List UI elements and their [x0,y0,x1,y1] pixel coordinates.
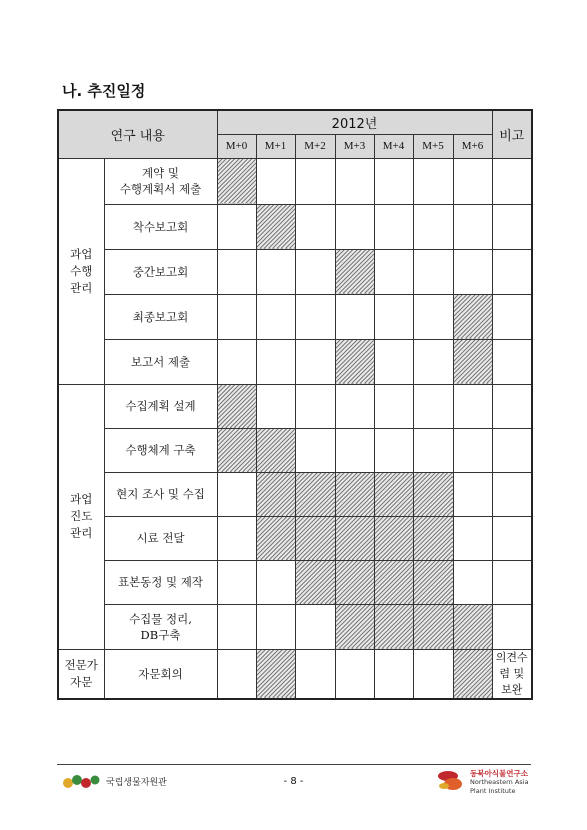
month-header: M+1 [256,134,295,158]
schedule-cell [413,249,453,294]
schedule-cell [256,158,295,204]
schedule-cell [217,339,256,384]
month-header: M+3 [335,134,374,158]
schedule-cell [256,339,295,384]
schedule-cell-active [453,649,492,699]
note-cell [492,339,532,384]
schedule-cell [335,428,374,472]
schedule-cell-active [335,249,374,294]
schedule-cell [413,204,453,249]
task-name-line: 최종보고회 [132,309,189,324]
schedule-cell-active [413,472,453,516]
note-cell [492,158,532,204]
schedule-cell [295,384,335,428]
category-label-line: 자문 [70,674,93,689]
task-name [104,339,217,384]
footer-divider [57,764,531,765]
schedule-cell [256,560,295,604]
note-line: 렴 및 [499,666,525,680]
schedule-row [58,560,532,604]
task-name [104,294,217,339]
month-header: M+2 [295,134,335,158]
task-name-line: 착수보고회 [132,219,189,234]
institute-name-en-2: Plant Institute [470,786,516,795]
schedule-cell [295,158,335,204]
task-name-line: 표본동정 및 제작 [117,575,204,589]
task-name-line: 자문회의 [138,666,183,681]
schedule-table [57,109,533,700]
schedule-cell-active [374,604,413,649]
schedule-cell-active [335,516,374,560]
schedule-cell [453,249,492,294]
category-label-line: 과업 [70,246,93,261]
schedule-row [58,604,532,649]
schedule-cell [335,158,374,204]
schedule-cell [295,249,335,294]
schedule-row [58,472,532,516]
schedule-cell-active [256,516,295,560]
schedule-cell [217,604,256,649]
note-line: 보완 [501,682,523,696]
note-cell [492,249,532,294]
header-note: 비고 [492,110,532,158]
schedule-cell-active [256,649,295,699]
schedule-cell-active [217,158,256,204]
task-name-line: 현지 조사 및 수집 [116,487,205,501]
schedule-cell-active [217,384,256,428]
schedule-cell-active [374,472,413,516]
note-cell [492,516,532,560]
schedule-cell-active [453,604,492,649]
category-label-line: 관리 [70,280,93,295]
month-header: M+0 [217,134,256,158]
schedule-row [58,384,532,428]
schedule-cell-active [335,604,374,649]
schedule-cell [256,604,295,649]
schedule-cell [453,204,492,249]
schedule-cell [295,294,335,339]
schedule-row [58,428,532,472]
schedule-cell [453,472,492,516]
schedule-cell [413,158,453,204]
category-label [58,384,104,649]
schedule-cell [374,294,413,339]
schedule-row [58,249,532,294]
note-cell [492,604,532,649]
schedule-cell [374,384,413,428]
schedule-cell [374,204,413,249]
month-header: M+4 [374,134,413,158]
schedule-cell [374,649,413,699]
task-name-line: 수행계획서 제출 [119,182,202,196]
header-content: 연구 내용 [58,110,217,158]
schedule-cell-active [295,516,335,560]
schedule-cell-active [256,428,295,472]
schedule-cell [453,560,492,604]
schedule-cell [217,649,256,699]
task-name-line: 계약 및 [142,166,179,180]
schedule-cell-active [335,472,374,516]
category-label-line: 전문가 [64,657,98,672]
task-name [104,604,217,649]
schedule-cell-active [295,472,335,516]
category-label [58,158,104,384]
category-label-line: 진도 [70,509,93,523]
schedule-cell [295,339,335,384]
schedule-cell [217,516,256,560]
task-name-line: DB구축 [140,627,181,642]
month-header: M+5 [413,134,453,158]
schedule-cell [413,428,453,472]
institute-logo-icon [436,768,466,796]
schedule-cell-active [256,472,295,516]
schedule-cell [295,604,335,649]
schedule-cell [374,339,413,384]
schedule-cell [413,649,453,699]
header-year: 2012년 [217,110,492,134]
task-name [104,560,217,604]
section-title: 나. 추진일정 [62,82,146,100]
schedule-cell [335,384,374,428]
schedule-cell [413,339,453,384]
schedule-cell [374,158,413,204]
schedule-cell [217,249,256,294]
task-name [104,249,217,294]
task-name [104,472,217,516]
note-cell [492,649,532,699]
schedule-cell [256,249,295,294]
schedule-row [58,294,532,339]
note-cell [492,560,532,604]
schedule-cell-active [453,339,492,384]
category-label [58,649,104,699]
task-name [104,428,217,472]
note-cell [492,428,532,472]
schedule-cell-active [374,560,413,604]
schedule-cell [453,158,492,204]
institute-name-en-1: Northeastern Asia [470,777,529,786]
schedule-cell-active [335,339,374,384]
category-label-line: 관리 [70,526,93,540]
schedule-cell [335,294,374,339]
schedule-cell [217,294,256,339]
schedule-cell-active [413,516,453,560]
schedule-row [58,158,532,204]
schedule-row [58,339,532,384]
footer-right [436,768,528,796]
page-number: - 8 - [283,776,304,787]
task-name-line: 수행체계 구축 [125,443,196,457]
schedule-cell-active [295,560,335,604]
task-name [104,384,217,428]
schedule-cell [453,428,492,472]
schedule-cell [335,204,374,249]
schedule-cell-active [413,560,453,604]
schedule-cell [374,428,413,472]
institute-name-kr: 동북아식물연구소 [470,768,528,778]
schedule-cell [295,428,335,472]
task-name [104,204,217,249]
schedule-cell-active [453,294,492,339]
schedule-cell-active [256,204,295,249]
schedule-cell-active [217,428,256,472]
schedule-cell [453,516,492,560]
task-name-line: 시료 전달 [136,531,185,545]
task-name-line: 수집계획 설계 [125,399,196,413]
org-name: 국립생물자원관 [106,777,167,788]
category-label-line: 과업 [70,492,93,506]
schedule-cell [217,472,256,516]
schedule-cell [217,204,256,249]
schedule-cell [413,294,453,339]
schedule-cell [256,294,295,339]
schedule-cell-active [374,516,413,560]
schedule-body [58,158,532,699]
schedule-cell [413,384,453,428]
note-line: 의견수 [495,650,528,664]
note-cell [492,294,532,339]
schedule-row [58,649,532,699]
schedule-cell [256,384,295,428]
schedule-row [58,516,532,560]
category-label-line: 수행 [70,263,93,278]
note-cell [492,472,532,516]
month-header: M+6 [453,134,492,158]
note-cell [492,384,532,428]
schedule-cell-active [335,560,374,604]
task-name-line: 중간보고회 [132,264,189,279]
schedule-cell [335,649,374,699]
schedule-cell [295,649,335,699]
task-name [104,516,217,560]
schedule-cell [453,384,492,428]
schedule-cell-active [413,604,453,649]
schedule-cell [374,249,413,294]
task-name-line: 보고서 제출 [130,354,191,369]
task-name-line: 수집물 정리, [129,611,192,626]
task-name [104,158,217,204]
schedule-row [58,204,532,249]
task-name [104,649,217,699]
note-cell [492,204,532,249]
schedule-cell [295,204,335,249]
schedule-cell [217,560,256,604]
